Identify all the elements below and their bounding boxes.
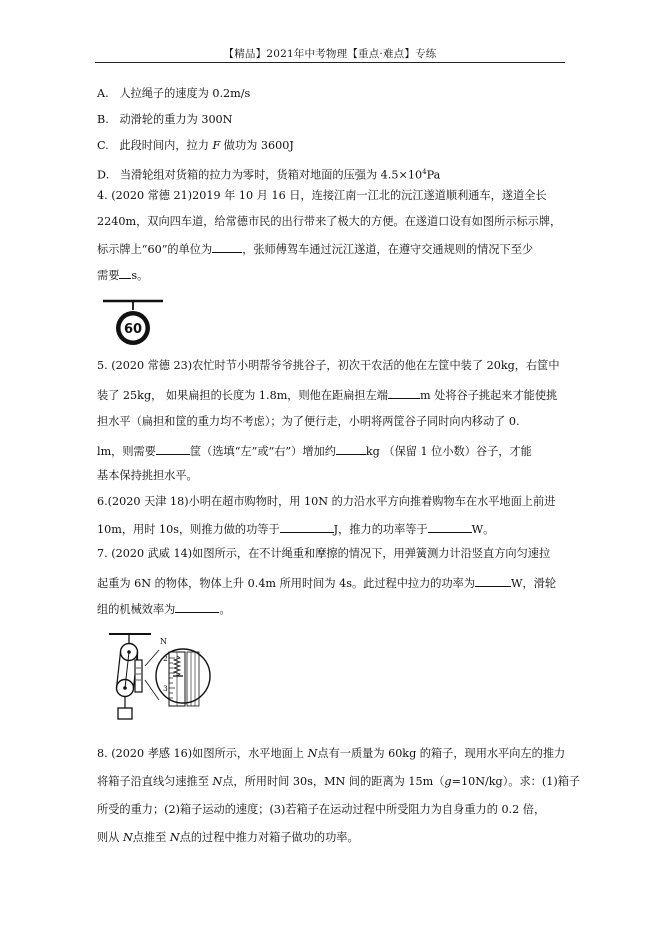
option-c — [97, 138, 294, 154]
option-label: B. — [97, 113, 109, 126]
q7-line1: 7. (2020 武威 14)如图所示，在不计绳重和摩擦的情况下，用弹簧测力计沿竖直方向匀速拉 — [97, 547, 551, 560]
q7-text: 组的机械效率为 — [97, 603, 176, 616]
q5-line2 — [97, 386, 557, 404]
q4-line3 — [97, 240, 533, 258]
q7-text: 。 — [219, 603, 231, 616]
q4-text: s。 — [131, 269, 149, 282]
q6-text: J，推力的功率等于 — [333, 523, 428, 536]
answer-blank[interactable] — [119, 266, 131, 279]
point-var: N — [169, 831, 180, 844]
option-text: 做功为 3600J — [220, 139, 294, 152]
pulley-svg — [103, 630, 213, 725]
option-d — [97, 164, 440, 184]
q4-text: 需要 — [97, 269, 120, 282]
sign-number: 60 — [123, 322, 143, 337]
q5-line5: 基本保持挑担水平。 — [97, 469, 198, 482]
option-text: 动滑轮的重力为 300N — [119, 113, 233, 126]
answer-blank[interactable] — [175, 600, 219, 613]
load-block — [118, 708, 132, 719]
gravity-var: g — [444, 775, 452, 788]
q4-text: 标示牌上“60”的单位为 — [97, 243, 213, 256]
q6-text: 10m，用时 10s，则推力做的功等于 — [97, 523, 280, 536]
q4-text: ，张师傅驾车通过沅江遂道，在遵守交通规则的情况下至少 — [242, 243, 534, 256]
scale-unit: N — [160, 637, 167, 646]
q5-line1: 5. (2020 常德 23)农忙时节小明帮爷爷挑谷子，初次干农活的他在左筐中装了 20kg，右筐中 — [97, 359, 560, 372]
point-var: N — [212, 775, 223, 788]
q5-text: m 处将谷子挑起来才能使挑 — [420, 389, 558, 402]
answer-blank[interactable] — [280, 520, 334, 533]
q8-line2 — [97, 774, 580, 790]
point-var: N — [122, 831, 133, 844]
pulley-figure — [103, 630, 213, 725]
q8-text: 点推至 — [132, 831, 170, 844]
answer-blank[interactable] — [428, 520, 472, 533]
q8-text: 则从 — [97, 831, 123, 844]
exponent: 4 — [422, 168, 427, 176]
q8-text: =10N/kg）。求：(1)箱子 — [451, 775, 581, 788]
option-label: A. — [97, 87, 109, 100]
option-text: 此段时间内，拉力 — [119, 139, 213, 152]
q5-line3: 担水平（扁担和筐的重力均不考虑）；为了便行走，小明将两筐谷子同时向内移动了 0. — [97, 415, 520, 428]
option-text: 人拉绳子的速度为 0.2m/s — [119, 87, 251, 100]
answer-blank[interactable] — [475, 574, 511, 587]
spring-scale — [135, 660, 142, 692]
q7-line2 — [97, 574, 556, 592]
option-a — [97, 86, 250, 102]
q8-text: 点的过程中推力对箱子做功的功率。 — [179, 831, 359, 844]
q8-text: 8. (2020 孝感 16)如图所示，水平地面上 — [97, 747, 308, 760]
q5-text: 装了 25kg， 如果扁担的长度为 1.8m，则他在距扁担左端 — [97, 389, 388, 402]
answer-blank[interactable] — [388, 386, 420, 399]
option-text: 当滑轮组对货箱的拉力为零时，货箱对地面的压强为 4.5×10 — [119, 168, 423, 182]
answer-blank[interactable] — [336, 442, 366, 455]
speed-sign-svg — [103, 298, 163, 346]
q7-text: W，滑轮 — [511, 577, 557, 590]
option-text: Pa — [426, 168, 441, 182]
q7-line3 — [97, 600, 231, 618]
q5-line4 — [97, 442, 532, 460]
q8-text: 点，所用时间 30s，MN 间的距离为 15m（ — [222, 775, 445, 788]
answer-blank[interactable] — [212, 240, 242, 253]
force-var: F — [212, 139, 221, 152]
q6-text: W。 — [471, 523, 495, 536]
option-label: D. — [97, 168, 110, 182]
header-rule — [95, 62, 565, 63]
q8-line3: 所受的重力；(2)箱子运动的速度；(3)若箱子在运动过程中所受阻力为自身重力的 0.2 倍， — [97, 803, 546, 816]
option-b — [97, 112, 232, 128]
q8-line4 — [97, 830, 359, 846]
q8-text: 点有一质量为 60kg 的箱子，现用水平向左的推力 — [317, 747, 566, 760]
q8-line1 — [97, 746, 565, 762]
q4-line4 — [97, 266, 148, 284]
page-header: 【精品】2021年中考物理【重点·难点】专练 — [223, 48, 437, 60]
scale-mark-3: 3 — [163, 684, 168, 693]
q7-text: 起重为 6N 的物体，物体上升 0.4m 所用时间为 4s。此过程中拉力的功率为 — [97, 577, 476, 590]
q8-text: 将箱子沿直线匀速推至 — [97, 775, 213, 788]
q6-line2 — [97, 520, 494, 538]
q4-line2: 2240m，双向四车道，给常德市民的出行带来了极大的方便。在遂道口设有如图所示标示牌， — [97, 215, 562, 228]
q4-line1: 4. (2020 常德 21)2019 年 10 月 16 日，连接江南一江北的沅江遂道顺利通车，遂道全长 — [97, 189, 547, 202]
scale-mark-2: 2 — [163, 654, 168, 663]
speed-sign-figure — [103, 298, 163, 346]
answer-blank[interactable] — [156, 442, 190, 455]
point-var: N — [307, 747, 318, 760]
option-label: C. — [97, 139, 109, 152]
q5-text: lm，则需要 — [97, 445, 156, 458]
q5-text: 筐（选填“左”或“右”）增加约 — [189, 445, 336, 458]
q6-line1: 6.(2020 天津 18)小明在超市购物时，用 10N 的力沿水平方向推着购物车在水平地面上前进 — [97, 495, 556, 508]
q5-text: kg （保留 1 位小数）谷子，才能 — [365, 445, 532, 458]
